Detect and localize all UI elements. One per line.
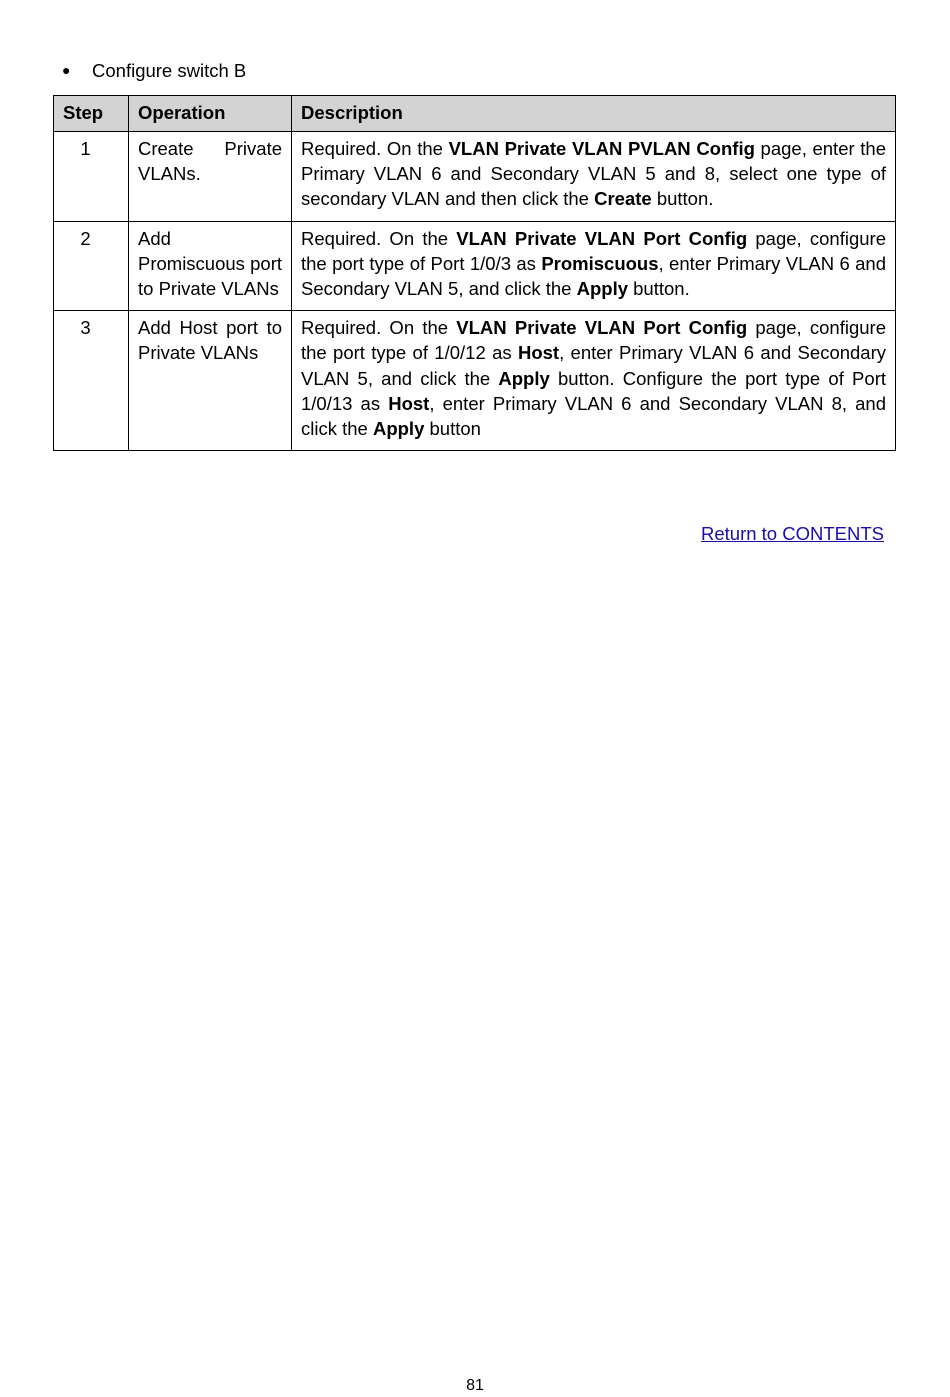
table-row [54, 311, 896, 451]
page-number: 81 [466, 1377, 484, 1394]
desc-bold: PVLAN Config [627, 138, 755, 159]
header-operation: Operation [129, 96, 292, 132]
desc-bold: Promiscuous [541, 252, 659, 274]
desc-text: page, configure the port type of Port 1/0/3 as [301, 227, 886, 274]
desc-text: , enter Primary VLAN 6 and Secondary VLAN 5, and click the [301, 252, 886, 300]
desc-bold: Apply [498, 367, 550, 389]
table-header-row [54, 96, 896, 132]
operation-cell: Add Promiscuous port to Private VLANs [129, 221, 292, 311]
configuration-table [53, 95, 896, 451]
table-row [54, 132, 896, 222]
desc-bold: Port Config [643, 317, 748, 339]
desc-bold: Host [388, 392, 430, 414]
desc-text: , enter Primary VLAN 6 and Secondary VLAN 5, and click the [301, 342, 887, 389]
desc-text: button [424, 418, 481, 440]
desc-bold: Apply [372, 418, 425, 440]
desc-text: Required. On the [301, 138, 449, 159]
desc-text: Required. On the [301, 227, 457, 249]
step-number: 2 [54, 221, 129, 311]
desc-bold: Private VLAN [514, 317, 636, 339]
description-cell [292, 221, 896, 311]
bullet-item [62, 58, 246, 83]
desc-text: button. Configure the port type of Port 1/0/13 as [301, 367, 886, 414]
desc-bold: Private VLAN [514, 227, 636, 249]
step-number: 3 [54, 311, 129, 451]
desc-text: Required. On the [301, 317, 457, 339]
desc-text: page, configure the port type of 1/0/12 as [301, 317, 886, 364]
table-row [54, 221, 896, 311]
desc-text: button. [651, 188, 714, 210]
desc-bold: Create [594, 188, 652, 210]
description-cell [292, 132, 896, 222]
desc-text [507, 228, 515, 249]
description-cell [292, 311, 896, 451]
desc-bold: VLAN [448, 138, 499, 159]
desc-bold: Private VLAN [504, 138, 623, 159]
return-to-contents-link[interactable]: Return to CONTENTS [701, 523, 884, 544]
desc-text: page, enter the Primary VLAN 6 and Secondary VLAN 5 and 8, select one type of secondary VLAN and then click the [301, 138, 887, 210]
desc-bold: Port Config [643, 227, 748, 249]
header-step: Step [54, 96, 129, 132]
operation-cell: Create Private VLANs. [129, 132, 292, 222]
bullet-dot-icon: ● [62, 62, 71, 78]
desc-text [507, 317, 515, 338]
desc-bold: VLAN [456, 227, 507, 249]
desc-text: , enter Primary VLAN 6 and Secondary VLAN 8, and click the [301, 392, 886, 440]
operation-cell: Add Host port to Private VLANs [129, 311, 292, 451]
desc-bold: VLAN [456, 317, 507, 339]
desc-bold: Host [517, 342, 560, 364]
bullet-text: Configure switch B [92, 60, 247, 81]
header-description: Description [292, 96, 896, 132]
desc-bold: Apply [576, 278, 628, 300]
desc-text: button. [628, 278, 690, 300]
step-number: 1 [54, 132, 129, 222]
